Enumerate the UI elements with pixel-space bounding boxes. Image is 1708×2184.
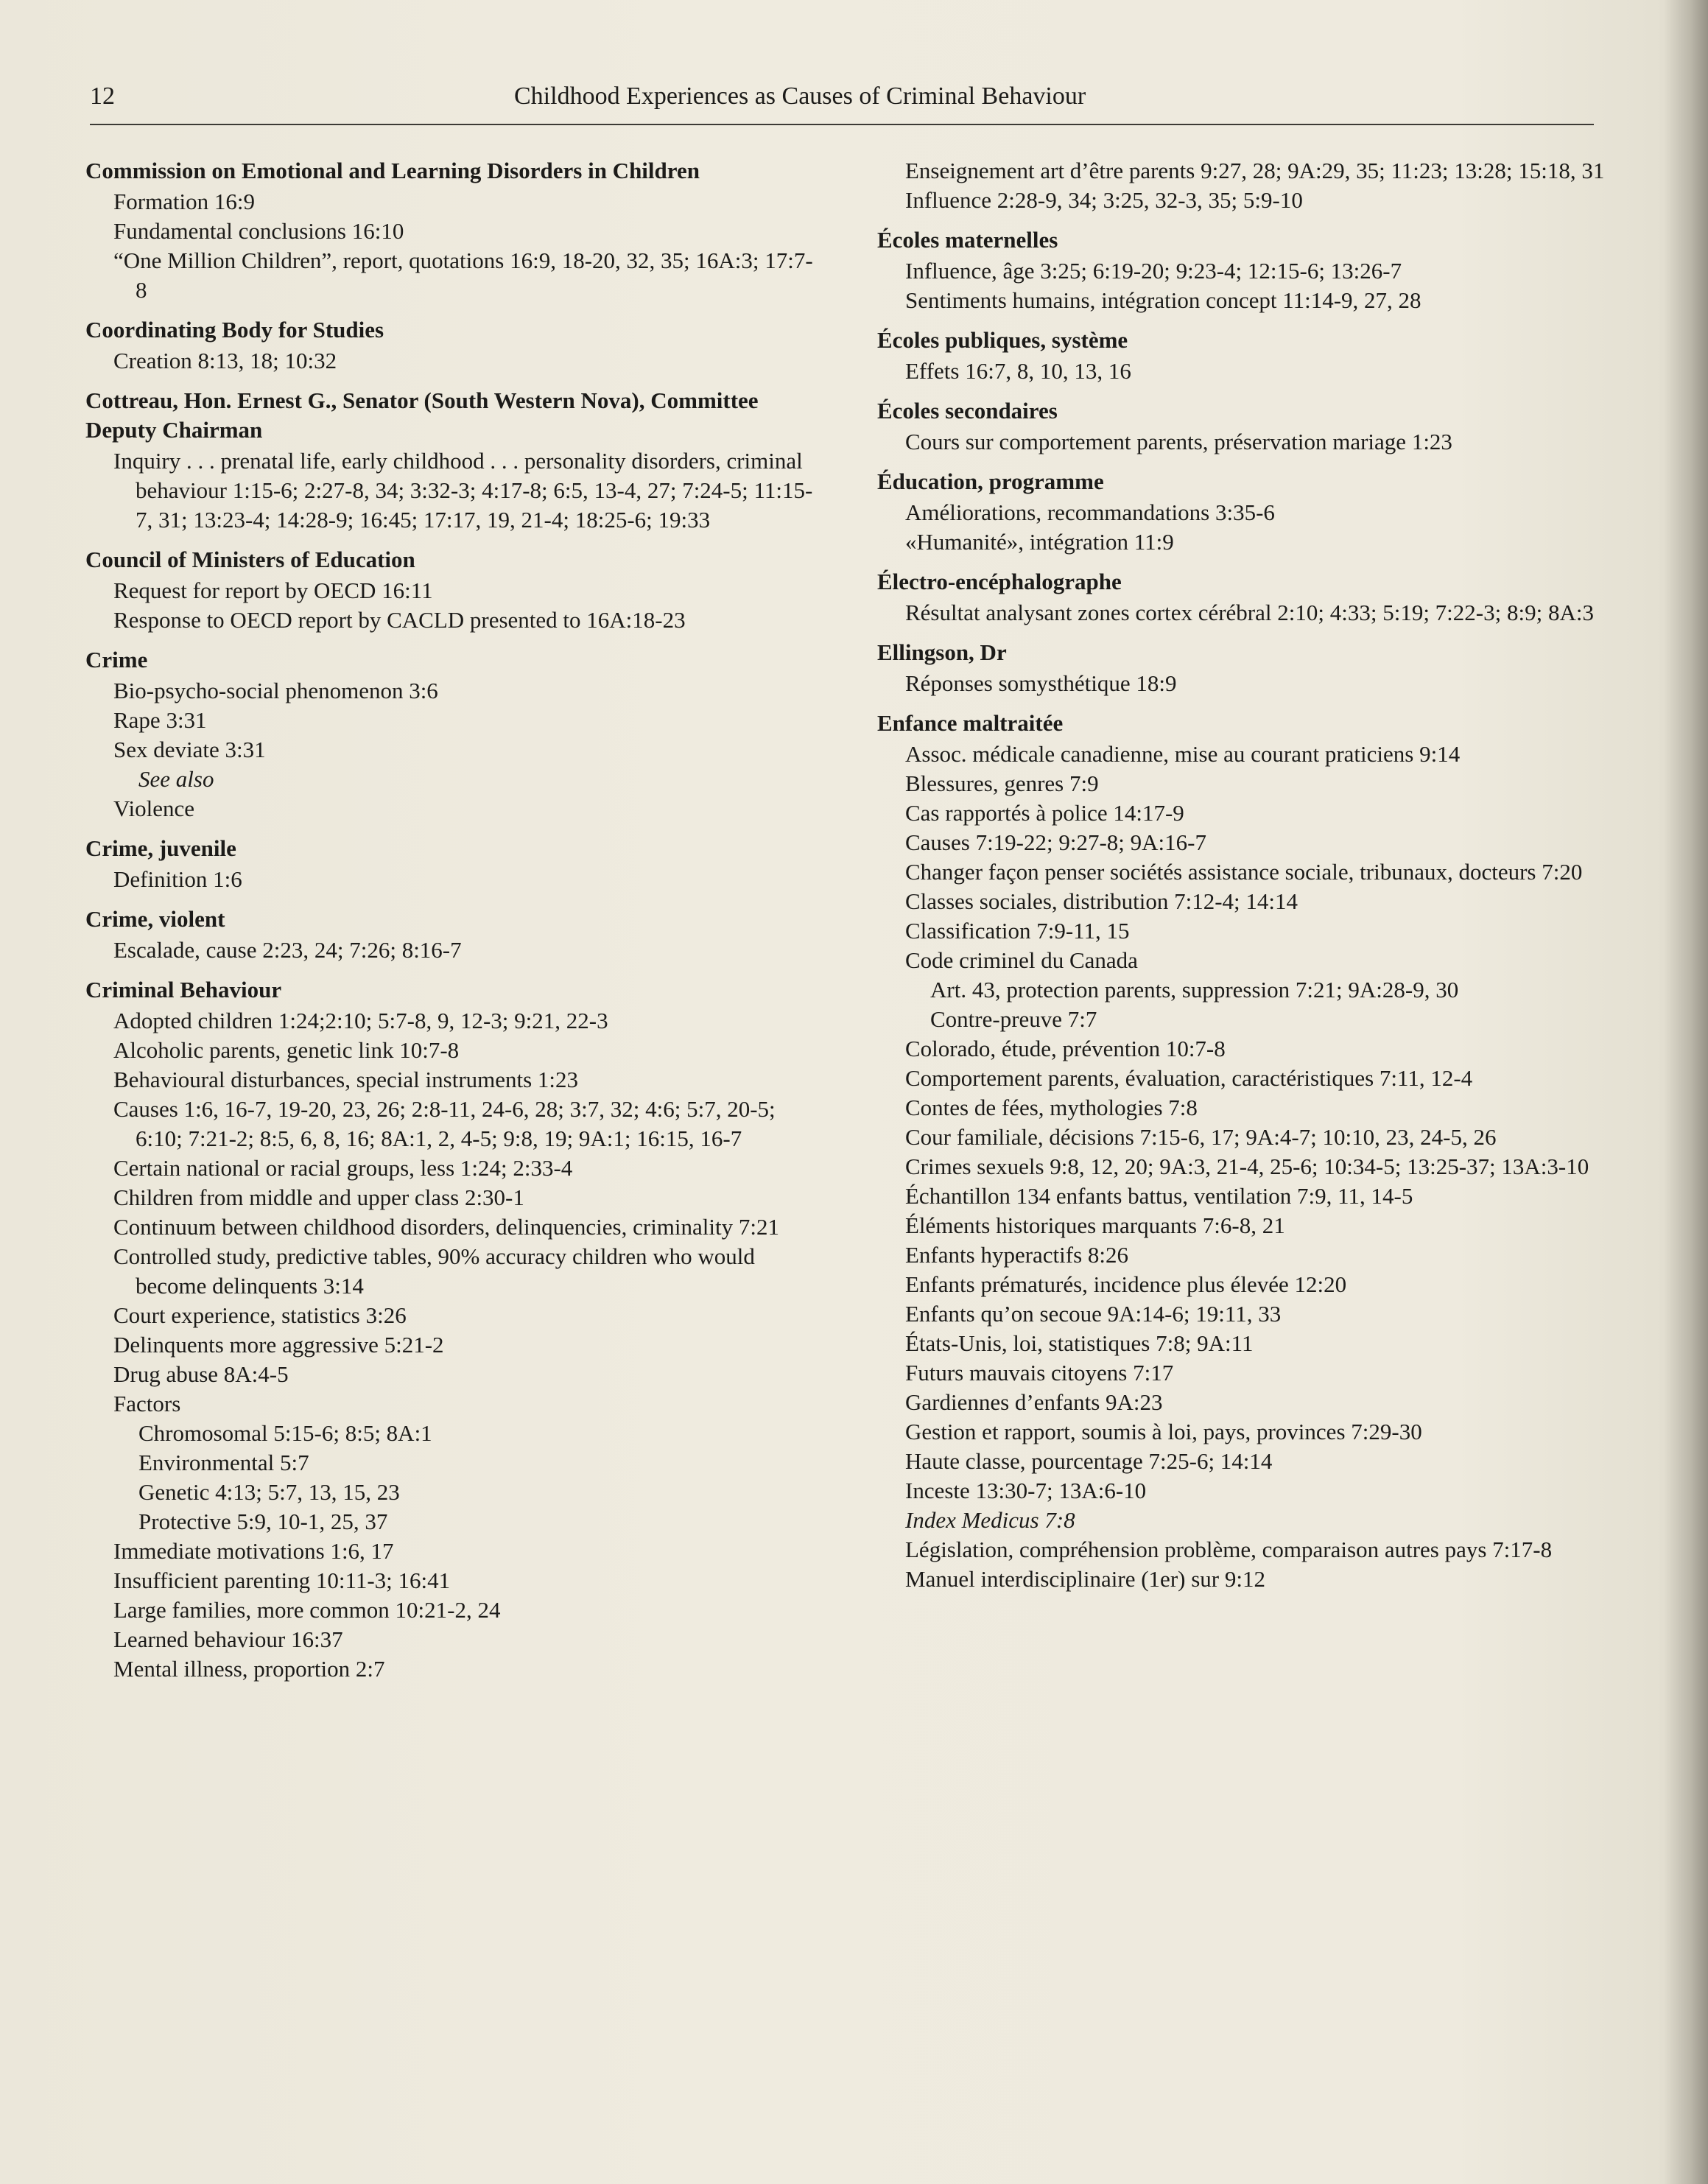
index-entry: [85, 905, 822, 965]
index-subentry: Code criminel du Canada: [905, 947, 1138, 973]
index-subentry: Influence 2:28-9, 34; 3:25, 32-3, 35; 5:9-10: [905, 187, 1303, 213]
index-subentry: Continuum between childhood disorders, delinquencies, criminality 7:21: [113, 1214, 779, 1240]
index-subentries: [113, 446, 822, 535]
index-subentry: Children from middle and upper class 2:30-1: [113, 1184, 524, 1210]
index-subentries: [113, 346, 822, 376]
index-subentry: Index Medicus 7:8: [905, 1507, 1075, 1533]
index-subentry: Mental illness, proportion 2:7: [113, 1656, 385, 1682]
index-subentry: Gardiennes d’enfants 9A:23: [905, 1389, 1163, 1415]
index-subentry: Art. 43, protection parents, suppression 7:21; 9A:28-9, 30: [930, 977, 1459, 1003]
index-subentry: Creation 8:13, 18; 10:32: [113, 348, 337, 373]
index-heading: Écoles secondaires: [877, 398, 1058, 424]
index-subentries: [905, 427, 1614, 457]
index-subentry: Gestion et rapport, soumis à loi, pays, provinces 7:29-30: [905, 1419, 1422, 1444]
index-subentry: Crimes sexuels 9:8, 12, 20; 9A:3, 21-4, 25-6; 10:34-5; 13:25-37; 13A:3-10: [905, 1154, 1589, 1179]
index-entry: [877, 567, 1614, 628]
index-subentries: [905, 669, 1614, 698]
index-subentries: [113, 187, 822, 305]
index-subentry: États-Unis, loi, statistiques 7:8; 9A:11: [905, 1330, 1254, 1356]
index-entry: [877, 326, 1614, 386]
book-spine-shadow: [1665, 0, 1708, 2184]
index-entry: [85, 386, 822, 535]
index-subentry: Chromosomal 5:15-6; 8:5; 8A:1: [138, 1420, 432, 1446]
index-subentry: Definition 1:6: [113, 866, 242, 892]
index-subentry: Enfants hyperactifs 8:26: [905, 1242, 1129, 1268]
index-entry: [85, 545, 822, 635]
index-heading: Cottreau, Hon. Ernest G., Senator (South Western Nova), Committee Deputy Chairman: [85, 387, 759, 443]
index-heading: Crime, juvenile: [85, 835, 236, 861]
index-subentry: Classes sociales, distribution 7:12-4; 14:14: [905, 888, 1298, 914]
index-subentry: Factors: [113, 1391, 181, 1416]
index-subentry: Résultat analysant zones cortex cérébral 2:10; 4:33; 5:19; 7:22-3; 8:9; 8A:3: [905, 600, 1594, 625]
index-subentry: Adopted children 1:24;2:10; 5:7-8, 9, 12-3; 9:21, 22-3: [113, 1008, 608, 1033]
index-subentry: Inquiry . . . prenatal life, early childhood . . . personality disorders, criminal behaviour 1:15-6; 2:27-8, 34; 3:32-3; 4:17-8; 6:5, 13-4, 27; 7:24-5; 11:15-7, 31; 13:23-4; 14:28-9; 16:45; 17:17, 19, 21-4; 18:25-6; 19:33: [113, 448, 813, 533]
index-subentry: Insufficient parenting 10:11-3; 16:41: [113, 1567, 451, 1593]
index-subentry: «Humanité», intégration 11:9: [905, 529, 1174, 555]
index-subentry: Sex deviate 3:31: [113, 737, 266, 762]
index-entry: [877, 225, 1614, 315]
index-heading: Commission on Emotional and Learning Disorders in Children: [85, 158, 700, 183]
index-subentries: [905, 357, 1614, 386]
index-subentries: [113, 865, 822, 894]
index-subentry: Manuel interdisciplinaire (1er) sur 9:12: [905, 1566, 1265, 1592]
index-subentry: Delinquents more aggressive 5:21-2: [113, 1332, 444, 1358]
index-subentry: Blessures, genres 7:9: [905, 770, 1099, 796]
index-subentry: Réponses somysthétique 18:9: [905, 670, 1177, 696]
index-subentry: Échantillon 134 enfants battus, ventilation 7:9, 11, 14-5: [905, 1183, 1413, 1209]
index-heading: Enfance maltraitée: [877, 710, 1064, 736]
index-subentries: [113, 935, 822, 965]
index-subentry: Comportement parents, évaluation, caractéristiques 7:11, 12-4: [905, 1065, 1473, 1091]
index-heading: Crime: [85, 647, 148, 673]
index-subentry: Futurs mauvais citoyens 7:17: [905, 1360, 1174, 1386]
index-subentry: Enfants qu’on secoue 9A:14-6; 19:11, 33: [905, 1301, 1282, 1327]
index-entry: [85, 975, 822, 1684]
index-subentry: Alcoholic parents, genetic link 10:7-8: [113, 1037, 460, 1063]
index-subentry: Causes 1:6, 16-7, 19-20, 23, 26; 2:8-11, 24-6, 28; 3:7, 32; 4:6; 5:7, 20-5; 6:10; 7:21-2; 8:5, 6, 8, 16; 8A:1, 2, 4-5; 9:8, 19; 9A:1; 16:15, 16-7: [113, 1096, 776, 1151]
index-subentry: Certain national or racial groups, less 1:24; 2:33-4: [113, 1155, 573, 1181]
index-heading: Council of Ministers of Education: [85, 547, 415, 572]
index-subentry: Enfants prématurés, incidence plus élevée 12:20: [905, 1271, 1347, 1297]
index-subentry: Cour familiale, décisions 7:15-6, 17; 9A:4-7; 10:10, 23, 24-5, 26: [905, 1124, 1497, 1150]
index-column-left: [85, 156, 822, 1694]
index-subentry: See also: [138, 766, 214, 792]
index-column-right: [877, 156, 1614, 1604]
index-subentries: [905, 740, 1614, 1594]
index-entry: [877, 638, 1614, 698]
index-entry: [85, 645, 822, 824]
index-subentry: Contes de fées, mythologies 7:8: [905, 1095, 1198, 1120]
index-heading: Écoles maternelles: [877, 227, 1058, 253]
index-entry: [877, 709, 1614, 1594]
running-title: Childhood Experiences as Causes of Criminal Behaviour: [514, 82, 1086, 110]
index-subentry: Genetic 4:13; 5:7, 13, 15, 23: [138, 1479, 400, 1505]
index-subentry: Behavioural disturbances, special instruments 1:23: [113, 1067, 579, 1092]
index-entry: [877, 156, 1614, 215]
index-subentry: Large families, more common 10:21-2, 24: [113, 1597, 501, 1623]
index-entry: [85, 315, 822, 376]
index-subentry: Escalade, cause 2:23, 24; 7:26; 8:16-7: [113, 937, 462, 963]
index-subentry: Protective 5:9, 10-1, 25, 37: [138, 1509, 388, 1534]
index-subentry: Influence, âge 3:25; 6:19-20; 9:23-4; 12:15-6; 13:26-7: [905, 258, 1402, 284]
index-subentry: Assoc. médicale canadienne, mise au courant praticiens 9:14: [905, 741, 1461, 767]
index-heading: Électro-encéphalographe: [877, 569, 1122, 594]
index-subentries: [113, 676, 822, 824]
index-subentry: Environmental 5:7: [138, 1450, 309, 1475]
page-number: 12: [90, 82, 115, 110]
index-subentries: [905, 598, 1614, 628]
index-subentry: Changer façon penser sociétés assistance sociale, tribunaux, docteurs 7:20: [905, 859, 1583, 885]
index-subentry: Cours sur comportement parents, préservation mariage 1:23: [905, 429, 1452, 454]
index-entry: [877, 467, 1614, 557]
index-subentries: [905, 156, 1614, 215]
index-subentry: Learned behaviour 16:37: [113, 1626, 343, 1652]
index-subentries: [905, 498, 1614, 557]
index-subentries: [905, 256, 1614, 315]
index-subentries: [113, 576, 822, 635]
index-heading: Écoles publiques, système: [877, 327, 1128, 353]
index-subentry: Formation 16:9: [113, 189, 256, 214]
index-heading: Coordinating Body for Studies: [85, 317, 384, 343]
index-subentry: Améliorations, recommandations 3:35-6: [905, 499, 1275, 525]
index-subentry: Violence: [113, 796, 195, 821]
index-subentry: Fundamental conclusions 16:10: [113, 218, 404, 244]
index-subentry: Drug abuse 8A:4-5: [113, 1361, 289, 1387]
index-entry: [877, 396, 1614, 457]
index-subentry: Cas rapportés à police 14:17-9: [905, 800, 1184, 826]
index-subentries: [113, 1006, 822, 1684]
index-subentry: Effets 16:7, 8, 10, 13, 16: [905, 358, 1131, 384]
index-subentry: Colorado, étude, prévention 10:7-8: [905, 1036, 1226, 1061]
index-subentry: Législation, compréhension problème, comparaison autres pays 7:17-8: [905, 1537, 1553, 1562]
index-subentry: Court experience, statistics 3:26: [113, 1302, 407, 1328]
index-entry: [85, 156, 822, 305]
index-subentry: Enseignement art d’être parents 9:27, 28; 9A:29, 35; 11:23; 13:28; 15:18, 31: [905, 158, 1605, 183]
index-subentry: Contre-preuve 7:7: [930, 1006, 1097, 1032]
index-subentry: Sentiments humains, intégration concept 11:14-9, 27, 28: [905, 287, 1421, 313]
index-subentry: Immediate motivations 1:6, 17: [113, 1538, 394, 1564]
index-heading: Ellingson, Dr: [877, 639, 1007, 665]
index-subentry: Inceste 13:30-7; 13A:6-10: [905, 1478, 1147, 1503]
index-subentry: Request for report by OECD 16:11: [113, 577, 433, 603]
index-subentry: Bio-psycho-social phenomenon 3:6: [113, 678, 438, 703]
index-heading: Criminal Behaviour: [85, 977, 282, 1003]
index-entry: [85, 834, 822, 894]
index-subentry: Éléments historiques marquants 7:6-8, 21: [905, 1212, 1285, 1238]
index-heading: Éducation, programme: [877, 468, 1104, 494]
index-subentry: “One Million Children”, report, quotations 16:9, 18-20, 32, 35; 16A:3; 17:7-8: [113, 247, 813, 303]
index-subentry: Controlled study, predictive tables, 90% accuracy children who would become delinquents 3:14: [113, 1243, 755, 1299]
index-subentry: Causes 7:19-22; 9:27-8; 9A:16-7: [905, 829, 1206, 855]
index-subentry: Haute classe, pourcentage 7:25-6; 14:14: [905, 1448, 1273, 1474]
running-header: [90, 82, 1594, 125]
index-subentry: Response to OECD report by CACLD presented to 16A:18-23: [113, 607, 686, 633]
index-subentry: Classification 7:9-11, 15: [905, 918, 1130, 944]
index-heading: Crime, violent: [85, 906, 225, 932]
index-subentry: Rape 3:31: [113, 707, 207, 733]
